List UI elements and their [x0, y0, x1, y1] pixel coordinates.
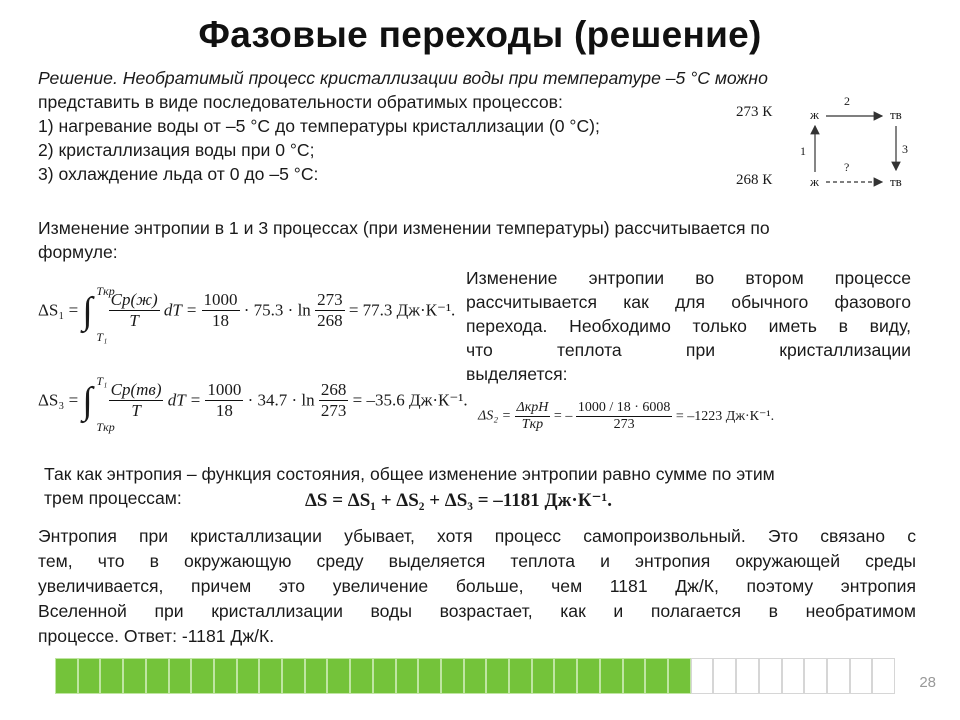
intro-text	[38, 66, 768, 186]
arrow-right-label: 3	[902, 142, 908, 156]
formula1-n2: 273	[317, 290, 343, 309]
formula3-upper-limit: T₁	[96, 373, 108, 388]
progress-cell	[146, 658, 169, 694]
progress-cell	[713, 658, 736, 694]
intro-line-2: представить в виде последовательности обратимых процессов:	[38, 92, 563, 112]
arrow-left-label: 1	[800, 144, 806, 158]
formula3-n1: 1000	[207, 380, 242, 399]
integral-sign: ∫	[82, 289, 93, 332]
step-2: 2) кристаллизация воды при 0 °С;	[38, 140, 315, 160]
second-process-text	[466, 266, 911, 386]
formula-delta-s1	[38, 283, 456, 350]
progress-cell	[259, 658, 282, 694]
formula1-upper-limit: Tкр	[96, 283, 115, 298]
progress-cell	[623, 658, 646, 694]
second-process-line-5: выделяется:	[466, 364, 568, 384]
state-function-line-1: Так как энтропия – функция состояния, общее изменение энтропии равно сумме по этим	[44, 464, 775, 484]
formula3-dt: dT =	[167, 390, 202, 410]
formula1-d2: 268	[317, 311, 343, 330]
formula1-d1: 18	[212, 311, 230, 330]
progress-cell	[691, 658, 714, 694]
formula1-lower-limit: T₁	[96, 329, 108, 344]
entropy-line-1: Изменение энтропии в 1 и 3 процессах (при изменении температуры) рассчитывается по	[38, 218, 770, 238]
conclusion-line-3: увеличивается, причем это увеличение больше, чем 1181 Дж/К, поэтому энтропия	[38, 576, 916, 596]
progress-cell	[282, 658, 305, 694]
formula1-dt: dT =	[163, 300, 198, 320]
progress-cell	[759, 658, 782, 694]
progress-cell	[123, 658, 146, 694]
progress-cell	[600, 658, 623, 694]
formula-delta-s2	[478, 400, 774, 433]
progress-cell	[782, 658, 805, 694]
progress-cell	[441, 658, 464, 694]
progress-cell	[532, 658, 555, 694]
arrow-top-label: 2	[844, 94, 850, 108]
liquid-bottom-label: ж	[810, 174, 819, 189]
liquid-top-label: ж	[810, 107, 819, 122]
temp-high-label: 273 К	[736, 104, 773, 120]
progress-cell	[55, 658, 78, 694]
formula3-den: T	[131, 401, 141, 420]
formula2-den2: 273	[613, 417, 635, 432]
arrow-bottom-label: ?	[844, 160, 850, 174]
progress-cell	[327, 658, 350, 694]
progress-cell	[191, 658, 214, 694]
page-title: Фазовые переходы (решение)	[198, 14, 762, 55]
formula1-n1: 1000	[203, 290, 238, 309]
formula2-den1: Tкр	[521, 417, 544, 432]
progress-cell	[645, 658, 668, 694]
conclusion-line-4: Вселенной при кристаллизации воды возрастает, как и полагается в необратимом	[38, 601, 916, 621]
progress-cell	[554, 658, 577, 694]
formula2-lhs: ΔS₂ =	[478, 408, 512, 424]
second-process-line-3: перехода. Необходимо только иметь в виду,	[466, 316, 911, 336]
intro-line-1: Решение. Необратимый процесс кристаллизации воды при температуре –5 °С можно	[38, 68, 768, 88]
progress-cell	[804, 658, 827, 694]
formula3-mid: · 34.7 · ln	[247, 390, 315, 410]
entropy-text	[38, 216, 770, 264]
step-3: 3) охлаждение льда от 0 до –5 °С:	[38, 164, 319, 184]
progress-cell	[373, 658, 396, 694]
formula3-lhs: ΔS₃ =	[38, 390, 79, 410]
conclusion-text	[38, 524, 916, 649]
integral-sign: ∫	[82, 379, 93, 422]
formula1-cp: Cp(ж)	[110, 290, 158, 309]
formula3-cp: Cp(тв)	[110, 380, 162, 399]
formula1-den: T	[129, 311, 139, 330]
state-function-line-2: трем процессам:	[44, 488, 182, 508]
second-process-line-4: что теплота при кристаллизации	[466, 340, 911, 360]
progress-cell	[237, 658, 260, 694]
progress-cell	[577, 658, 600, 694]
formula1-mid: · 75.3 · ln	[243, 300, 311, 320]
solid-top-label: тв	[890, 107, 902, 122]
solid-bottom-label: тв	[890, 174, 902, 189]
progress-cell	[464, 658, 487, 694]
progress-cell	[668, 658, 691, 694]
formula3-d2: 273	[320, 401, 347, 420]
progress-cell	[396, 658, 419, 694]
formula2-result: = –1223 Дж·К⁻¹.	[675, 409, 775, 424]
formula3-n2: 268	[320, 380, 347, 399]
scheme-arrows	[730, 94, 930, 194]
formula-delta-s3	[38, 373, 468, 440]
formula1-result: = 77.3 Дж·К⁻¹.	[348, 300, 456, 320]
formula1-lhs: ΔS₁ =	[38, 300, 79, 320]
slide-progress-bar	[55, 658, 895, 694]
formula2-num2: 1000 / 18 · 6008	[577, 400, 671, 415]
progress-cell	[486, 658, 509, 694]
progress-cell	[78, 658, 101, 694]
conclusion-line-2: тем, что в окружающую среду выделяется теплота и энтропия окружающей среды	[38, 551, 916, 571]
progress-cell	[350, 658, 373, 694]
progress-cell	[169, 658, 192, 694]
conclusion-last-line: процессе. Ответ: -1181 Дж/К.	[38, 626, 275, 646]
temp-low-label: 268 К	[736, 172, 773, 188]
formula3-d1: 18	[215, 401, 233, 420]
total-entropy-formula: ΔS = ΔS₁ + ΔS₂ + ΔS₃ = –1181 Дж·К⁻¹.	[305, 490, 612, 511]
second-process-line-1: Изменение энтропии во втором процессе	[466, 268, 911, 288]
progress-cell	[214, 658, 237, 694]
formula3-result: = –35.6 Дж·К⁻¹.	[352, 390, 468, 410]
progress-cell	[305, 658, 328, 694]
progress-cell	[509, 658, 532, 694]
progress-cell	[872, 658, 895, 694]
page-number: 28	[919, 674, 936, 691]
process-scheme	[730, 94, 930, 194]
conclusion-line-1: Энтропия при кристаллизации убывает, хотя процесс самопроизвольный. Это связано с	[38, 526, 916, 546]
progress-cell	[418, 658, 441, 694]
progress-cell	[850, 658, 873, 694]
progress-cell	[100, 658, 123, 694]
entropy-line-2: формуле:	[38, 242, 118, 262]
formula3-lower-limit: Tкр	[96, 419, 115, 434]
progress-cell	[736, 658, 759, 694]
formula2-eq: = –	[553, 408, 573, 424]
step-1: 1) нагревание воды от –5 °С до температуры кристаллизации (0 °С);	[38, 116, 600, 136]
progress-cell	[827, 658, 850, 694]
second-process-line-2: рассчитывается как для обычного фазового	[466, 292, 911, 312]
formula2-num1: ΔкрH	[516, 400, 549, 415]
